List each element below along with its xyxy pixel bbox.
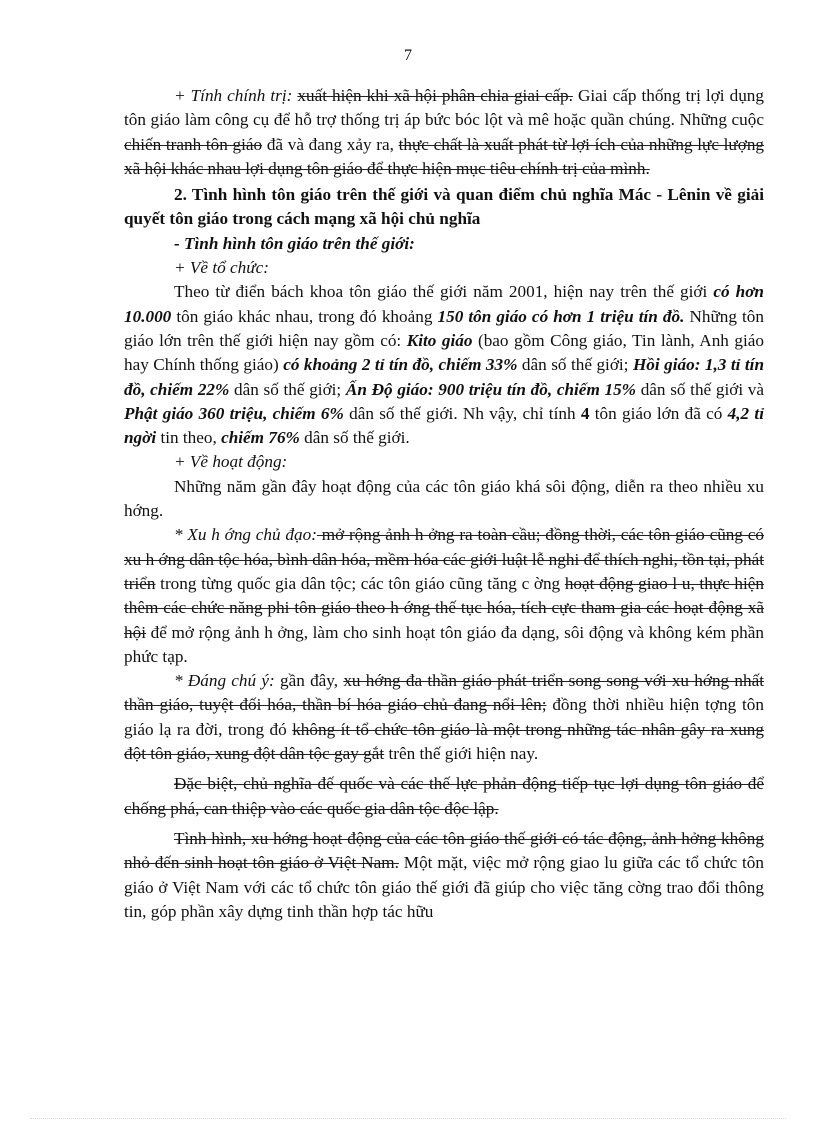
body-text: dân số thế giới;: [229, 379, 342, 399]
strikethrough-text: thực chất là xuất phát từ lợi ích của những lực lượng xã hội khác nhau lợi dụng tôn giáo để thực hiện mục tiêu chính trị của mình.: [124, 134, 765, 178]
emphasis-text: có khoảng 2 tỉ tín đồ, chiếm 33%: [283, 355, 518, 375]
body-text: đồng thời nhiều hiện tợng tôn giáo lạ ra đời, trong đó: [124, 695, 764, 739]
body-text: dân số thế giới. Nh vậy, chỉ tính: [343, 403, 581, 423]
paragraph-notable: [124, 669, 764, 766]
paragraph-vietnam-impact: [124, 827, 764, 924]
strikethrough-text: mở rộng ảnh h ởng ra toàn cầu; đồng thời, các tôn giáo cũng có xu h ớng dân tộc hóa, bình dân hóa, mềm hóa các giới luật lễ nghi để thích nghi, tồn tại, phát triển: [124, 525, 764, 593]
paragraph-imperialism: Đặc biệt, chủ nghĩa đế quốc và các thế lực phản động tiếp tục lợi dụng tôn giáo để chống phá, can thiệp vào các quốc gia dân tộc độc lập.: [124, 774, 764, 818]
body-text: đã và đang xảy ra,: [262, 134, 399, 154]
paragraph-political-nature: [124, 84, 764, 181]
body-text: dân số thế giới.: [299, 428, 410, 448]
strikethrough-text: Tình hình, xu hớng hoạt động của các tôn giáo thế giới có tác động, ảnh hởng không nhỏ đến sinh hoạt tôn giáo ở Việt Nam.: [124, 828, 764, 873]
organization-label: + Về tổ chức:: [174, 258, 269, 278]
strikethrough-text: hoạt động giao l u, thực hiện thêm các chức năng phi tôn giáo theo h ớng thế tục hóa, tích cực tham gia các hoạt động xã hội: [124, 573, 764, 642]
body-text: Theo từ điển bách khoa tôn giáo thế giới năm 2001, hiện nay trên thế giới: [174, 282, 714, 302]
main-trend-label: * Xu h ớng chủ đạo:: [174, 525, 317, 545]
body-text: để mở rộng ảnh h ởng, làm cho sinh hoạt tôn giáo đa dạng, sôi động và không kém phần phức tạp.: [124, 622, 764, 666]
body-text: dân số thế giới và: [636, 379, 765, 399]
strikethrough-text: xuất hiện khi xã hội phân chia giai cấp.: [297, 86, 573, 105]
page-number: 7: [404, 47, 412, 64]
body-text: dân số thế giới;: [517, 355, 633, 375]
political-nature-label: + Tính chính trị:: [174, 86, 293, 105]
body-text: tôn giáo lớn đã có: [589, 403, 728, 423]
emphasis-text: chiếm 76%: [221, 428, 300, 448]
strikethrough-text: chiến tranh tôn giáo: [124, 134, 263, 154]
activity-label: + Về hoạt động:: [174, 452, 288, 472]
emphasis-text: Ấn Độ giáo: 900 triệu tín đồ, chiếm 15%: [341, 379, 637, 399]
notable-label: * Đáng chú ý:: [174, 671, 275, 691]
document-body: [124, 84, 764, 924]
body-text: Giai cấp thống trị lợi dụng tôn giáo làm công cụ để hỗ trợ thống trị áp bức bóc lột và mê hoặc quần chúng. Những cuộc: [124, 86, 764, 130]
emphasis-text: Kito giáo: [406, 330, 473, 350]
emphasis-text: Hồi giáo: 1,3 tỉ tín đồ, chiếm 22%: [124, 355, 764, 399]
section-heading: 2. Tình hình tôn giáo trên thế giới và quan điểm chủ nghĩa Mác - Lênin về giải quyết tôn giáo trong cách mạng xã hội chủ nghĩa: [124, 185, 764, 229]
body-text: gần đây,: [274, 671, 344, 691]
footer-divider: [30, 1118, 786, 1119]
body-text: trên thế giới hiện nay.: [384, 744, 539, 764]
body-text: trong từng quốc gia dân tộc; các tôn giáo cũng tăng c ờng: [155, 573, 565, 593]
strikethrough-text: xu hớng đa thần giáo phát triển song song với xu hớng nhất thần giáo, tuyệt đối hóa, thần bí hóa giáo chủ đang nổi lên;: [124, 671, 764, 715]
body-text: (bao gồm Công giáo, Tin lành, Anh giáo hay Chính thống giáo): [124, 330, 765, 375]
body-text: tôn giáo khác nhau, trong đó khoảng: [171, 306, 438, 326]
emphasis-text: 4: [580, 403, 590, 423]
emphasis-text: 4,2 tỉ ngời: [124, 403, 764, 448]
emphasis-text: 150 tôn giáo có hơn 1 triệu tín đồ.: [437, 306, 685, 326]
strikethrough-text: không ít tổ chức tôn giáo là một trong những tác nhân gây ra xung đột tôn giáo, xung đột dân tộc gay gắt: [124, 719, 764, 764]
body-text: Một mặt, việc mở rộng giao lu giữa các tổ chức tôn giáo ở Việt Nam với các tổ chức tôn giáo thế giới đã giúp cho việc tăng cờng trao đổi thông tin, góp phần xây dựng tinh thần hợp tác hữu: [124, 853, 764, 921]
subheading-world-religion: - Tình hình tôn giáo trên thế giới:: [174, 233, 415, 253]
paragraph-activity: Những năm gần đây hoạt động của các tôn giáo khá sôi động, diễn ra theo nhiều xu hớng.: [124, 476, 764, 521]
body-text: Những tôn giáo lớn trên thế giới hiện nay gồm có:: [124, 306, 764, 350]
emphasis-text: có hơn 10.000: [124, 282, 764, 326]
paragraph-statistics: [124, 280, 764, 450]
emphasis-text: Phật giáo 360 triệu, chiếm 6%: [124, 403, 344, 423]
paragraph-main-trend: [124, 523, 764, 669]
body-text: tin theo,: [156, 428, 222, 448]
